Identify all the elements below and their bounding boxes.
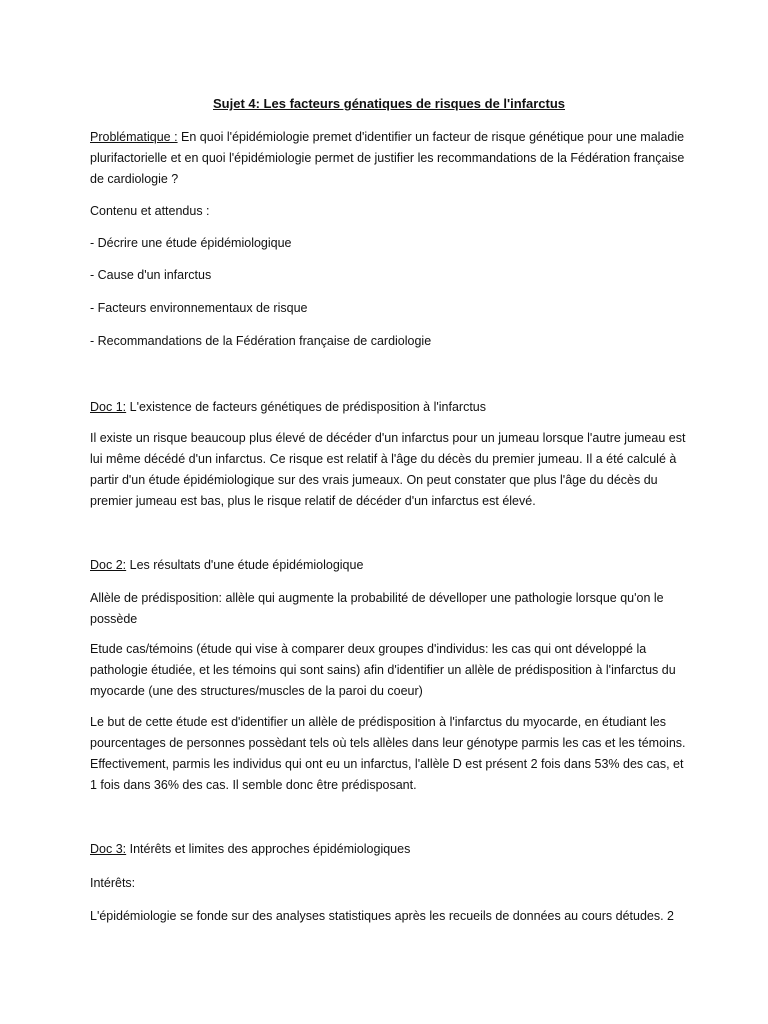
document-title: Sujet 4: Les facteurs génatiques de risques de l'infarctus (212, 96, 566, 111)
doc1-label: Doc 1: (90, 400, 127, 414)
contenu-heading: Contenu et attendus : (90, 204, 210, 218)
contenu-item: - Cause d'un infarctus (90, 268, 212, 282)
contenu-item: - Recommandations de la Fédération française de cardiologie (90, 334, 432, 348)
doc3-title: Intérêts et limites des approches épidémiologiques (126, 842, 411, 856)
doc1-heading (90, 397, 688, 418)
problematique-paragraph (90, 127, 688, 190)
doc3-subheading: Intérêts: (90, 876, 136, 890)
doc1-title: L'existence de facteurs génétiques de prédisposition à l'infarctus (126, 400, 486, 414)
contenu-item: - Facteurs environnementaux de risque (90, 301, 308, 315)
doc2-label: Doc 2: (90, 558, 127, 572)
doc3-body: L'épidémiologie se fonde sur des analyses statistiques après les recueils de données au cours détudes. 2 (90, 909, 674, 923)
doc3-label: Doc 3: (90, 842, 127, 856)
contenu-item: - Décrire une étude épidémiologique (90, 236, 292, 250)
doc2-paragraph: Allèle de prédisposition: allèle qui augmente la probabilité de dévelloper une pathologie lorsque qu'on le possède (90, 591, 664, 626)
doc3-heading (90, 839, 688, 860)
doc2-paragraph: Le but de cette étude est d'identifier un allèle de prédisposition à l'infarctus du myocarde, en étudiant les pourcentages de personnes possèdant tels où tels allèles dans leur génotype parmis les cas et les témoins. Effectivement, parmis les individus qui ont eu un infarctus, l'allèle D est présent 2 fois dans 53% des cas, et 1 fois dans 36% des cas. Il semble donc être prédisposant. (90, 715, 686, 792)
document-page (90, 0, 688, 1024)
problematique-text: En quoi l'épidémiologie premet d'identifier un facteur de risque génétique pour une maladie plurifactorielle et en quoi l'épidémiologie permet de justifier les recommandations de la Fédération française de cardiologie ? (90, 130, 685, 186)
doc2-title: Les résultats d'une étude épidémiologique (126, 558, 364, 572)
problematique-label: Problématique : (90, 130, 178, 144)
doc2-paragraph: Etude cas/témoins (étude qui vise à comparer deux groupes d'individus: les cas qui ont développé la pathologie étudiée, et les témoins qui sont sains) afin d'identifier un allèle de prédisposition à l'infarctus du myocarde (une des structures/muscles de la paroi du coeur) (90, 642, 676, 698)
doc2-heading (90, 555, 688, 576)
doc1-body: Il existe un risque beaucoup plus élevé de décéder d'un infarctus pour un jumeau lorsque l'autre jumeau est lui même décédé d'un infarctus. Ce risque est relatif à l'âge du décès du premier jumeau. Il a été calculé à partir d'un étude épidémiologique sur des vrais jumeaux. On peut constater que plus l'âge du décès du premier jumeau est bas, plus le risque relatif de décéder d'un infarctus est élevé. (90, 431, 686, 508)
